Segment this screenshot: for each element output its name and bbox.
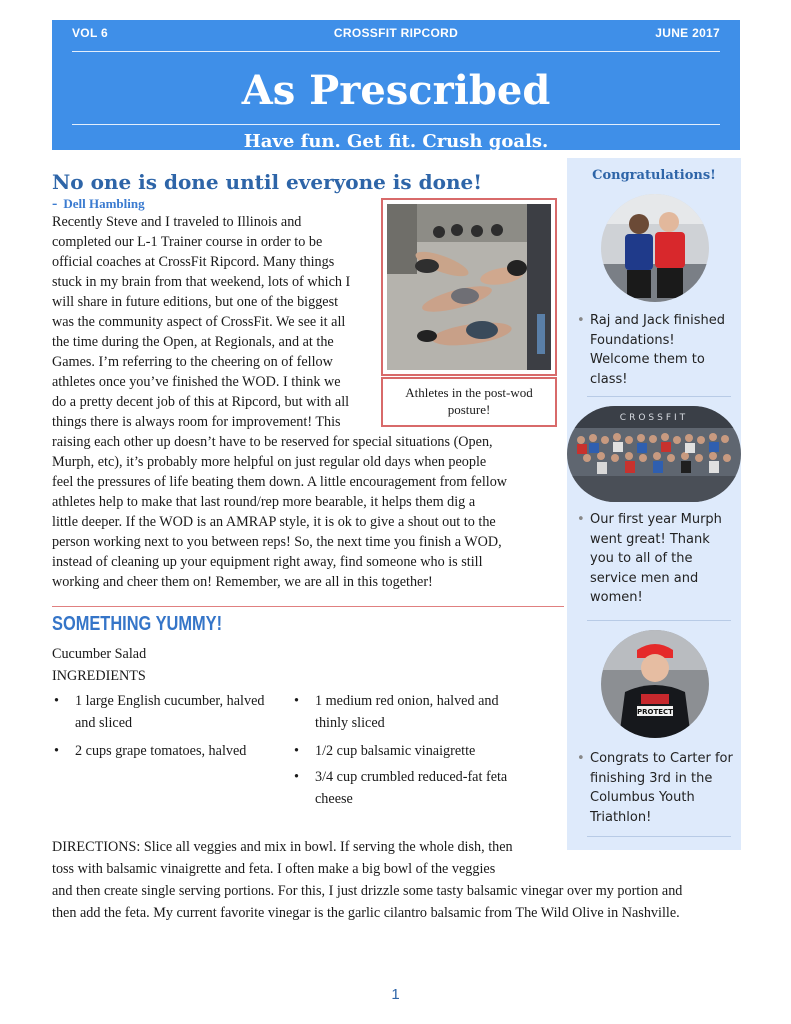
directions-line: DIRECTIONS: Slice all veggies and mix in bowl. If serving the whole dish, then xyxy=(52,839,513,855)
ingredients-column-right xyxy=(292,690,522,816)
shirt-text: PROTECT xyxy=(637,708,673,716)
sidebar-item-foundations: • Raj and Jack finished Foundations! Welcome them to class! xyxy=(577,311,737,389)
carter-photo xyxy=(601,630,709,738)
masthead-top-row xyxy=(72,26,720,44)
directions-line: and then create single serving portions. For this, I just drizzle some tasty balsamic vinegar over my portion and xyxy=(52,883,683,899)
sidebar-item-carter: • Congrats to Carter for finishing 3rd in the Columbus Youth Triathlon! xyxy=(577,749,737,827)
directions-line: then add the feta. My current favorite vinegar is the garlic cilantro balsamic from The Wild Olive in Nashville. xyxy=(52,905,680,921)
article-line: instead of cleaning up your equipment right away, find someone who is still xyxy=(52,554,483,570)
sidebar-divider xyxy=(587,620,731,621)
post-wod-athletes-photo xyxy=(387,204,551,370)
article-line: feel the pressures of life beating them down. A little encouragement from fellow xyxy=(52,474,508,490)
sidebar-item-murph: • Our first year Murph went great! Thank you to all of the service men and women! xyxy=(577,510,737,608)
volume-label: VOL 6 xyxy=(72,26,108,40)
article-line: will share in future editions, but one of the biggest xyxy=(52,294,339,310)
recipe xyxy=(52,644,564,807)
article-line: completed our L-1 Trainer course in order to be xyxy=(52,234,323,250)
issue-date: JUNE 2017 xyxy=(655,26,720,40)
ingredient-item: • 1/2 cup balsamic vinaigrette xyxy=(292,740,522,762)
article-line: Recently Steve and I traveled to Illinois and xyxy=(52,214,302,230)
article-line: person working next to you between reps! So, the next time you finish a WOD, xyxy=(52,534,502,550)
section-divider xyxy=(52,606,564,607)
page-number: 1 xyxy=(391,986,400,1003)
newsletter-tagline: Have fun. Get fit. Crush goals. xyxy=(243,131,549,152)
article-line: official coaches at CrossFit Ripcord. Many things xyxy=(52,254,335,270)
murph-group-photo xyxy=(567,406,741,502)
sidebar-title: Congratulations! xyxy=(592,168,716,183)
photo-caption: Athletes in the post-wod posture! xyxy=(381,377,557,427)
ingredient-item: • 3/4 cup crumbled reduced-fat feta cheese xyxy=(292,766,522,810)
raj-jack-photo-image xyxy=(601,194,709,302)
carter-photo-image xyxy=(601,630,709,738)
article-line: things there is always room for improvement! This xyxy=(52,414,341,430)
masthead xyxy=(52,20,740,150)
raj-jack-photo xyxy=(601,194,709,302)
gym-banner-text: CROSSFIT xyxy=(619,413,689,423)
murph-group-photo-image xyxy=(567,406,741,502)
article-line: was the community aspect of CrossFit. We see it all xyxy=(52,314,346,330)
ingredients-column-left xyxy=(52,690,282,768)
article-line: Games. I’m referring to the cheering on of fellow xyxy=(52,354,333,370)
sidebar-divider xyxy=(587,396,731,397)
ingredient-item: • 1 medium red onion, halved and thinly sliced xyxy=(292,690,522,734)
gym-name: CROSSFIT RIPCORD xyxy=(333,26,459,40)
recipe-name: Cucumber Salad xyxy=(52,646,147,662)
ingredient-item: • 2 cups grape tomatoes, halved xyxy=(52,740,282,762)
recipe-section-title: SOMETHING YUMMY! xyxy=(52,613,223,635)
article-line: stuck in my brain from that weekend, lots of which I xyxy=(52,274,351,290)
masthead-rule-bottom xyxy=(72,124,720,125)
article-line: athletes once you’ve finished the WOD. I think we xyxy=(52,374,341,390)
byline-author: Dell Hambling xyxy=(63,196,145,211)
article-headline: No one is done until everyone is done! xyxy=(52,170,482,194)
article-line: do a pretty decent job of this at Ripcord, but with all xyxy=(52,394,350,410)
article-line: athletes help to make that last round/rep more bearable, it helps them dig a xyxy=(52,494,476,510)
article-line: raising each other up doesn’t have to be reserved for special situations (Open, xyxy=(52,434,493,450)
newsletter-title: As Prescribed xyxy=(241,67,551,114)
byline-dash: - xyxy=(52,195,58,212)
article-line: working and cheer them on! Remember, we are all in this together! xyxy=(52,574,433,590)
sidebar-divider xyxy=(587,836,731,837)
article-line: the time during the Open, at Regionals, and at the xyxy=(52,334,334,350)
article-photo-frame xyxy=(381,198,557,376)
congratulations-sidebar xyxy=(567,158,741,850)
article-line: little deeper. If the WOD is an AMRAP style, it is ok to give a shout out to the xyxy=(52,514,496,530)
article-line: Murph, etc), it’s probably more helpful on just regular old days when people xyxy=(52,454,487,470)
ingredient-item: • 1 large English cucumber, halved and sliced xyxy=(52,690,282,734)
ingredients-label: INGREDIENTS xyxy=(52,668,146,684)
directions-line: toss with balsamic vinaigrette and feta. I often make a big bowl of the veggies xyxy=(52,861,496,877)
masthead-rule-top xyxy=(72,51,720,52)
